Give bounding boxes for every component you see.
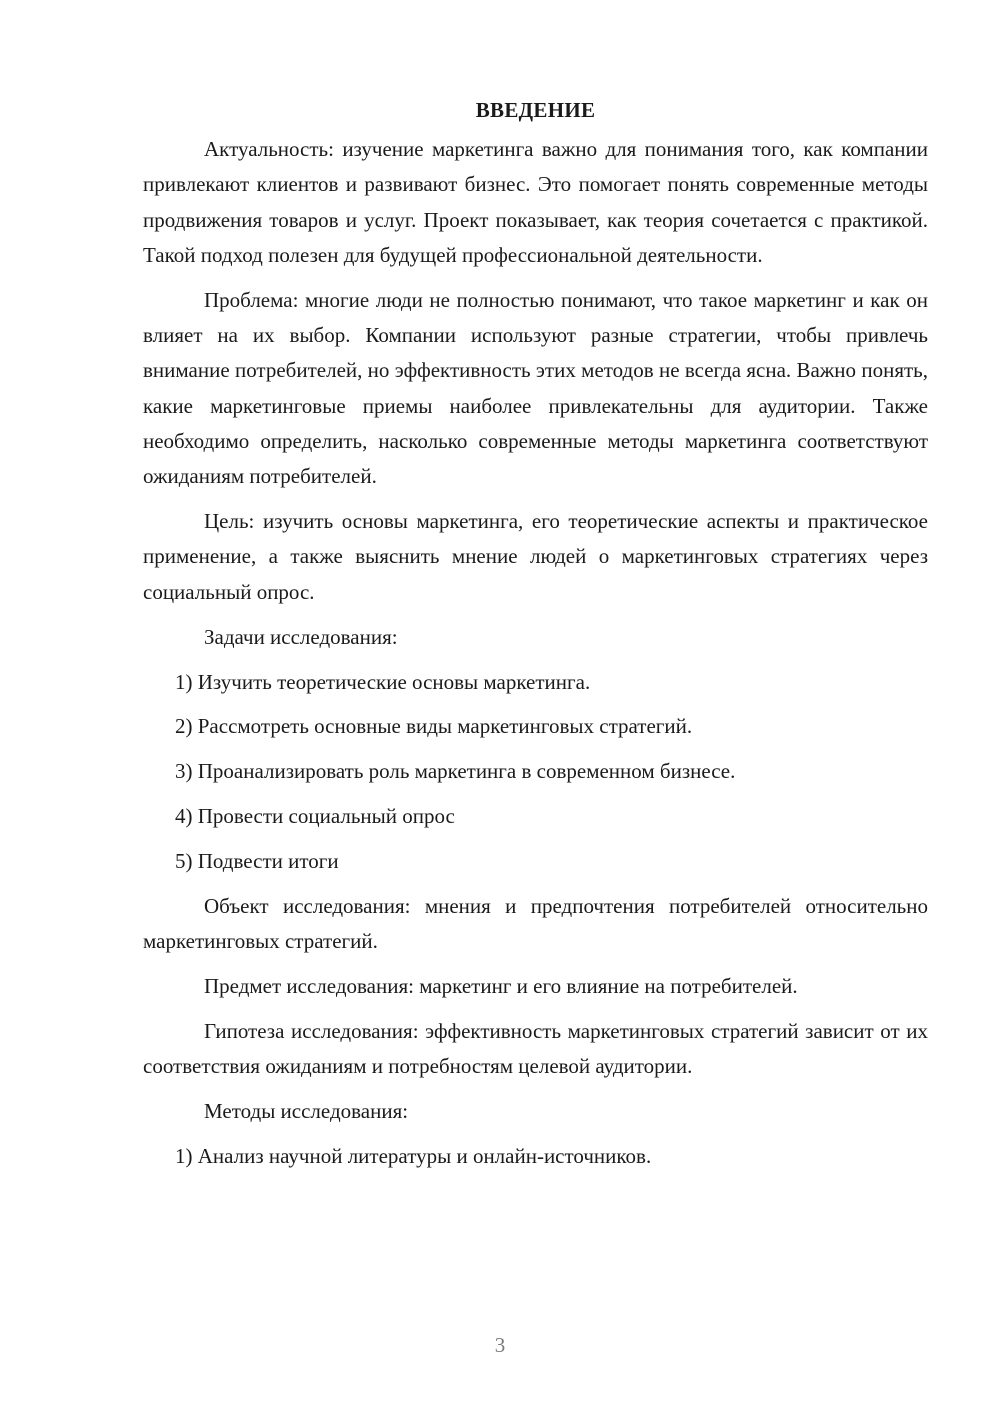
hypothesis-paragraph: Гипотеза исследования: эффективность маркетинговых стратегий зависит от их соответствия ожиданиям и потребностям целевой аудитории. bbox=[143, 1019, 928, 1079]
section-title: ВВЕДЕНИЕ bbox=[475, 98, 596, 122]
relevance-paragraph: Актуальность: изучение маркетинга важно для понимания того, как компании привлекают клиентов и развивают бизнес. Это помогает понять современные методы продвижения товаров и услуг. Проект показывает, как теория сочетается с практикой. Такой подход полезен для будущей профессиональной деятельности. bbox=[143, 137, 928, 267]
methods-list bbox=[143, 1139, 928, 1174]
task-item: 5) Подвести итоги bbox=[175, 849, 339, 874]
task-item: 3) Проанализировать роль маркетинга в современном бизнесе. bbox=[175, 759, 736, 784]
problem-paragraph: Проблема: многие люди не полностью понимают, что такое маркетинг и как он влияет на их выбор. Компании используют разные стратегии, чтобы привлечь внимание потребителей, но эффективность этих методов не всегда ясна. Важно понять, какие маркетинговые приемы наиболее привлекательны для аудитории. Также необходимо определить, насколько современные методы маркетинга соответствуют ожиданиям потребителей. bbox=[143, 287, 928, 489]
task-item: 2) Рассмотреть основные виды маркетинговых стратегий. bbox=[175, 714, 693, 739]
task-item: 1) Изучить теоретические основы маркетинга. bbox=[175, 669, 591, 694]
page-number: 3 bbox=[494, 1333, 506, 1357]
method-item: 1) Анализ научной литературы и онлайн-источников. bbox=[175, 1144, 652, 1169]
methods-heading: Методы исследования: bbox=[204, 1099, 409, 1124]
document-page bbox=[143, 92, 928, 1184]
subject-paragraph: Предмет исследования: маркетинг и его влияние на потребителей. bbox=[204, 974, 798, 999]
tasks-heading: Задачи исследования: bbox=[204, 624, 398, 649]
tasks-list bbox=[143, 665, 928, 880]
object-paragraph: Объект исследования: мнения и предпочтения потребителей относительно маркетинговых стратегий. bbox=[143, 893, 928, 954]
goal-paragraph: Цель: изучить основы маркетинга, его теоретические аспекты и практическое применение, а также выяснить мнение людей о маркетинговых стратегиях через социальный опрос. bbox=[143, 509, 928, 604]
task-item: 4) Провести социальный опрос bbox=[175, 804, 455, 829]
